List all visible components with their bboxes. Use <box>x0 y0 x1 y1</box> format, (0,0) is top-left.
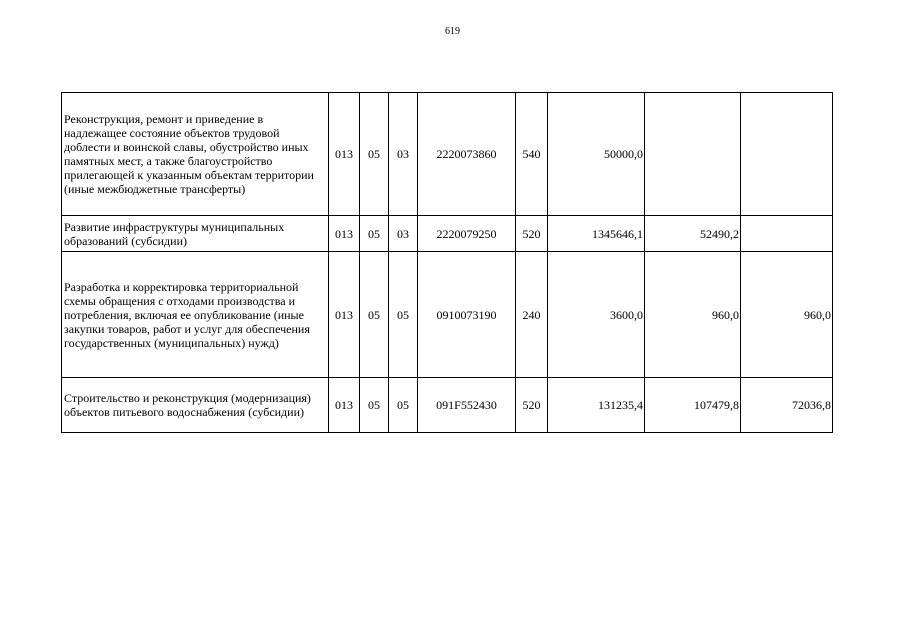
amount-3-cell <box>741 93 833 216</box>
amount-1-cell: 3600,0 <box>548 252 645 378</box>
amount-3-cell: 72036,8 <box>741 378 833 433</box>
expense-type-cell: 520 <box>516 216 548 252</box>
amount-2-cell: 107479,8 <box>645 378 741 433</box>
table-row <box>62 93 833 216</box>
target-article-cell: 2220073860 <box>418 93 516 216</box>
amount-2-cell <box>645 93 741 216</box>
subsection-code-cell: 05 <box>389 252 418 378</box>
subsection-code-cell: 03 <box>389 93 418 216</box>
expense-type-cell: 240 <box>516 252 548 378</box>
amount-3-cell <box>741 216 833 252</box>
row-description: Развитие инфраструктуры муниципальных образований (субсидии) <box>62 216 329 252</box>
amount-2-cell: 960,0 <box>645 252 741 378</box>
table-row <box>62 378 833 433</box>
section-code-cell: 05 <box>360 216 389 252</box>
ministry-code-cell: 013 <box>329 252 360 378</box>
amount-3-cell: 960,0 <box>741 252 833 378</box>
budget-table <box>61 92 833 433</box>
section-code-cell: 05 <box>360 252 389 378</box>
expense-type-cell: 520 <box>516 378 548 433</box>
target-article-cell: 091F552430 <box>418 378 516 433</box>
section-code-cell: 05 <box>360 378 389 433</box>
table-row <box>62 216 833 252</box>
ministry-code-cell: 013 <box>329 93 360 216</box>
row-description: Строительство и реконструкция (модернизация) объектов питьевого водоснабжения (субсидии) <box>62 378 329 433</box>
amount-1-cell: 131235,4 <box>548 378 645 433</box>
subsection-code-cell: 05 <box>389 378 418 433</box>
table-row <box>62 252 833 378</box>
subsection-code-cell: 03 <box>389 216 418 252</box>
expense-type-cell: 540 <box>516 93 548 216</box>
section-code-cell: 05 <box>360 93 389 216</box>
page-number: 619 <box>445 26 460 37</box>
amount-2-cell: 52490,2 <box>645 216 741 252</box>
target-article-cell: 2220079250 <box>418 216 516 252</box>
ministry-code-cell: 013 <box>329 378 360 433</box>
amount-1-cell: 1345646,1 <box>548 216 645 252</box>
ministry-code-cell: 013 <box>329 216 360 252</box>
amount-1-cell: 50000,0 <box>548 93 645 216</box>
row-description: Реконструкция, ремонт и приведение в надлежащее состояние объектов трудовой доблести и воинской славы, обустройство иных памятных мест, а также благоустройство прилегающей к указанным объектам территории (иные межбюджетные трансферты) <box>62 93 329 216</box>
row-description: Разработка и корректировка территориальной схемы обращения с отходами производства и потребления, включая ее опубликование (иные закупки товаров, работ и услуг для обеспечения государственных (муниципальных) нужд) <box>62 252 329 378</box>
target-article-cell: 0910073190 <box>418 252 516 378</box>
